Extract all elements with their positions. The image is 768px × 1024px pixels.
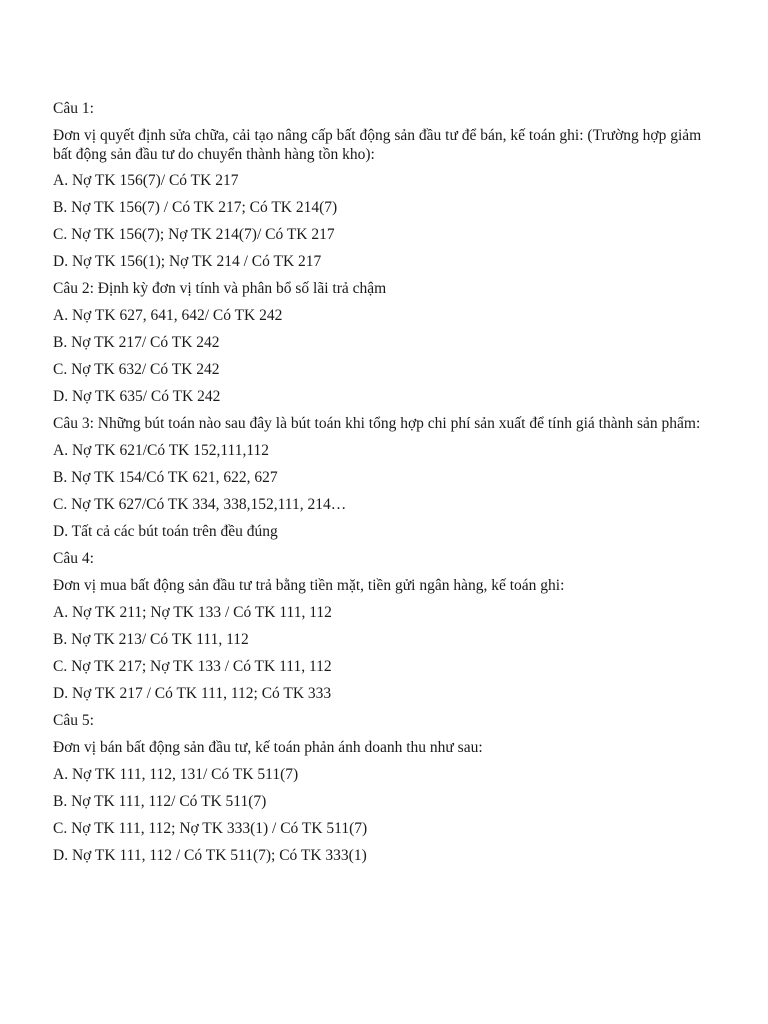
- option-a: A. Nợ TK 211; Nợ TK 133 / Có TK 111, 112: [53, 604, 332, 621]
- option-a: A. Nợ TK 621/Có TK 152,111,112: [53, 442, 270, 459]
- option-b: B. Nợ TK 156(7) / Có TK 217; Có TK 214(7): [53, 199, 338, 216]
- option-c: C. Nợ TK 217; Nợ TK 133 / Có TK 111, 112: [53, 658, 332, 675]
- option-a: A. Nợ TK 111, 112, 131/ Có TK 511(7): [53, 766, 299, 783]
- option-a: A. Nợ TK 156(7)/ Có TK 217: [53, 172, 239, 189]
- document-page: [53, 99, 713, 873]
- option-d: D. Nợ TK 156(1); Nợ TK 214 / Có TK 217: [53, 253, 322, 270]
- option-c: C. Nợ TK 156(7); Nợ TK 214(7)/ Có TK 217: [53, 226, 335, 243]
- question-3: [53, 414, 713, 541]
- option-b: B. Nợ TK 217/ Có TK 242: [53, 334, 220, 351]
- question-title: Câu 2: Định kỳ đơn vị tính và phân bổ số lãi trả chậm: [53, 280, 387, 297]
- question-text: Đơn vị quyết định sửa chữa, cải tạo nâng cấp bất động sản đầu tư để bán, kế toán ghi: (Trường hợp giảm bất động sản đầu tư do chuyển thành hàng tồn kho):: [53, 127, 702, 163]
- option-d: D. Nợ TK 217 / Có TK 111, 112; Có TK 333: [53, 685, 332, 702]
- question-text: Đơn vị bán bất động sản đầu tư, kế toán phản ánh doanh thu như sau:: [53, 739, 483, 756]
- question-title: Câu 5:: [53, 712, 94, 729]
- option-d: D. Nợ TK 635/ Có TK 242: [53, 388, 221, 405]
- question-title: Câu 4:: [53, 550, 94, 567]
- option-d: D. Tất cả các bút toán trên đều đúng: [53, 523, 278, 540]
- option-b: B. Nợ TK 213/ Có TK 111, 112: [53, 631, 249, 648]
- question-title: Câu 1:: [53, 100, 94, 117]
- question-5: [53, 711, 713, 865]
- option-a: A. Nợ TK 627, 641, 642/ Có TK 242: [53, 307, 283, 324]
- question-text: Đơn vị mua bất động sản đầu tư trả bằng tiền mặt, tiền gửi ngân hàng, kế toán ghi:: [53, 577, 565, 594]
- option-d: D. Nợ TK 111, 112 / Có TK 511(7); Có TK 333(1): [53, 847, 367, 864]
- option-c: C. Nợ TK 632/ Có TK 242: [53, 361, 220, 378]
- question-title: Câu 3: Những bút toán nào sau đây là bút toán khi tổng hợp chi phí sản xuất để tính giá thành sản phẩm:: [53, 415, 701, 432]
- option-b: B. Nợ TK 111, 112/ Có TK 511(7): [53, 793, 267, 810]
- option-b: B. Nợ TK 154/Có TK 621, 622, 627: [53, 469, 278, 486]
- question-4: [53, 549, 713, 703]
- option-c: C. Nợ TK 111, 112; Nợ TK 333(1) / Có TK 511(7): [53, 820, 368, 837]
- question-1: [53, 99, 713, 271]
- question-2: [53, 279, 713, 406]
- option-c: C. Nợ TK 627/Có TK 334, 338,152,111, 214…: [53, 496, 347, 513]
